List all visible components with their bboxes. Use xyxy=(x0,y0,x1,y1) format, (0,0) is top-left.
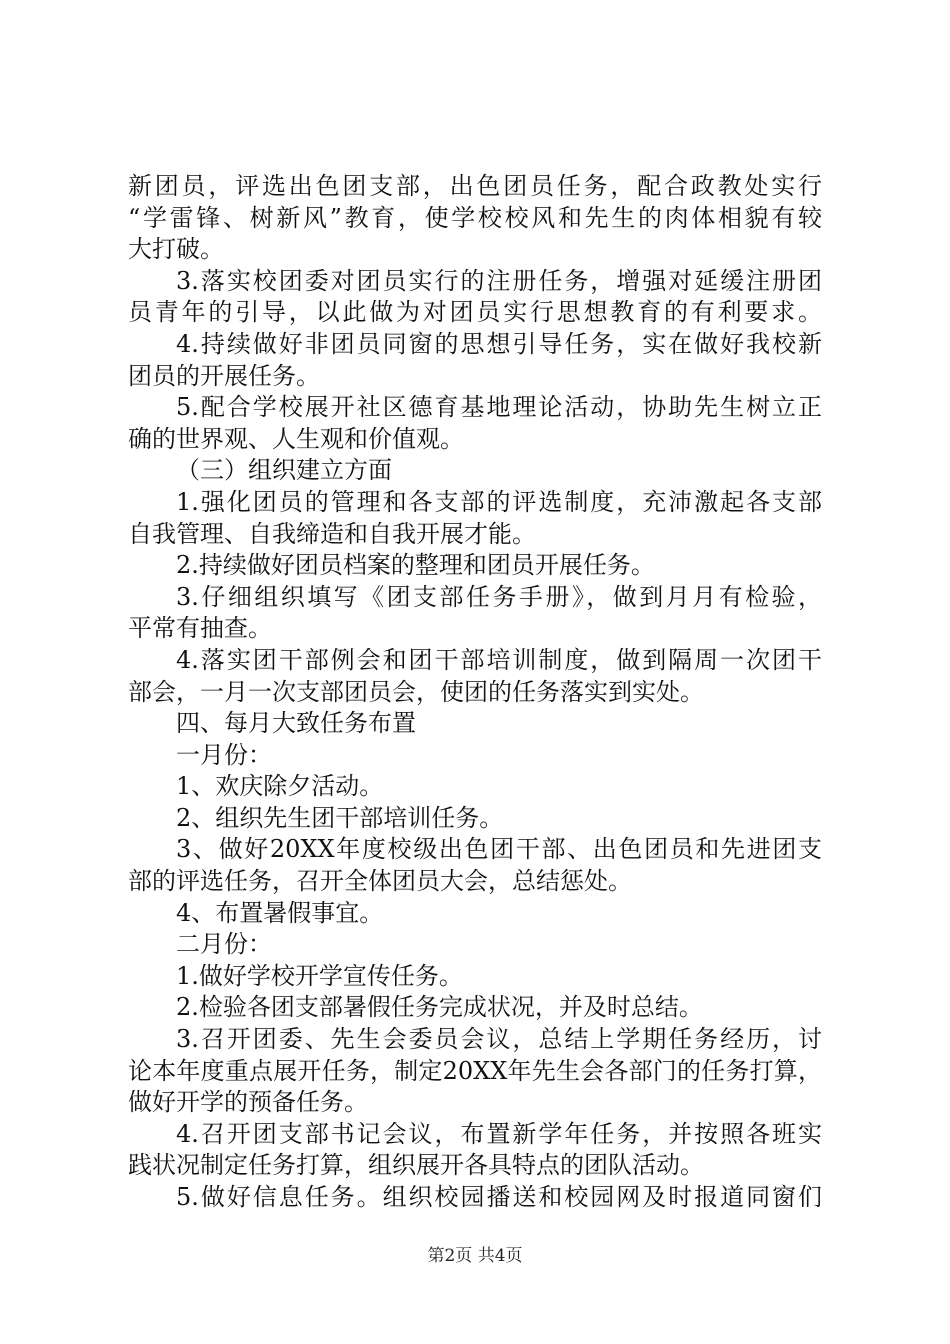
text-line: 1、欢庆除夕活动。 xyxy=(176,772,384,801)
text-line: 四、每月大致任务布置 xyxy=(176,709,416,738)
text-line: 4.落实团干部例会和团干部培训制度，做到隔周一次团干 xyxy=(176,645,822,674)
text-line: 4、布置暑假事宜。 xyxy=(176,898,384,927)
text-line: 部的评选任务，召开全体团员大会，总结惩处。 xyxy=(128,867,632,896)
text-line: （三）组织建立方面 xyxy=(176,456,392,485)
text-line: 5.配合学校展开社区德育基地理论活动，协助先生树立正 xyxy=(176,393,822,422)
text-line: 2.持续做好团员档案的整理和团员开展任务。 xyxy=(176,551,655,580)
text-line: 3、做好20XX年度校级出色团干部、出色团员和先进团支 xyxy=(176,835,822,864)
text-line: 1.强化团员的管理和各支部的评选制度，充沛激起各支部 xyxy=(176,487,822,516)
text-line: 大打破。 xyxy=(128,235,224,264)
text-line: “学雷锋、树新风”教育，使学校校风和先生的肉体相貌有较 xyxy=(128,203,822,232)
document-body xyxy=(0,171,950,1214)
text-line: 论本年度重点展开任务，制定20XX年先生会各部门的任务打算， xyxy=(128,1056,822,1085)
text-line: 部会，一月一次支部团员会，使团的任务落实到实处。 xyxy=(128,677,704,706)
text-line: 自我管理、自我缔造和自我开展才能。 xyxy=(128,519,536,548)
text-line: 一月份： xyxy=(176,740,272,769)
text-line: 1.做好学校开学宣传任务。 xyxy=(176,961,463,990)
text-line: 做好开学的预备任务。 xyxy=(128,1088,368,1117)
page-footer xyxy=(0,1246,950,1266)
text-line: 4.持续做好非团员同窗的思想引导任务，实在做好我校新 xyxy=(176,329,822,358)
text-line: 2.检验各团支部暑假任务完成状况，并及时总结。 xyxy=(176,993,703,1022)
text-line: 2、组织先生团干部培训任务。 xyxy=(176,803,504,832)
text-line: 5.做好信息任务。组织校园播送和校园网及时报道同窗们 xyxy=(176,1183,822,1211)
text-line: 新团员，评选出色团支部，出色团员任务，配合政教处实行 xyxy=(128,172,822,200)
text-line: 3.召开团委、先生会委员会议，总结上学期任务经历，讨 xyxy=(176,1025,822,1054)
text-line: 4.召开团支部书记会议，布置新学年任务，并按照各班实 xyxy=(176,1119,822,1148)
text-line: 团员的开展任务。 xyxy=(128,361,320,390)
text-line: 确的世界观、人生观和价值观。 xyxy=(128,424,464,453)
text-line: 3.落实校团委对团员实行的注册任务，增强对延缓注册团 xyxy=(176,266,822,295)
text-line: 员青年的引导，以此做为对团员实行思想教育的有利要求。 xyxy=(128,298,822,327)
text-line: 3.仔细组织填写《团支部任务手册》，做到月月有检验， xyxy=(176,582,822,611)
page-number-label: 第2页 共4页 xyxy=(427,1246,523,1266)
text-line: 二月份： xyxy=(176,930,272,959)
text-line: 践状况制定任务打算，组织展开各具特点的团队活动。 xyxy=(128,1151,704,1180)
text-line: 平常有抽查。 xyxy=(128,614,272,643)
